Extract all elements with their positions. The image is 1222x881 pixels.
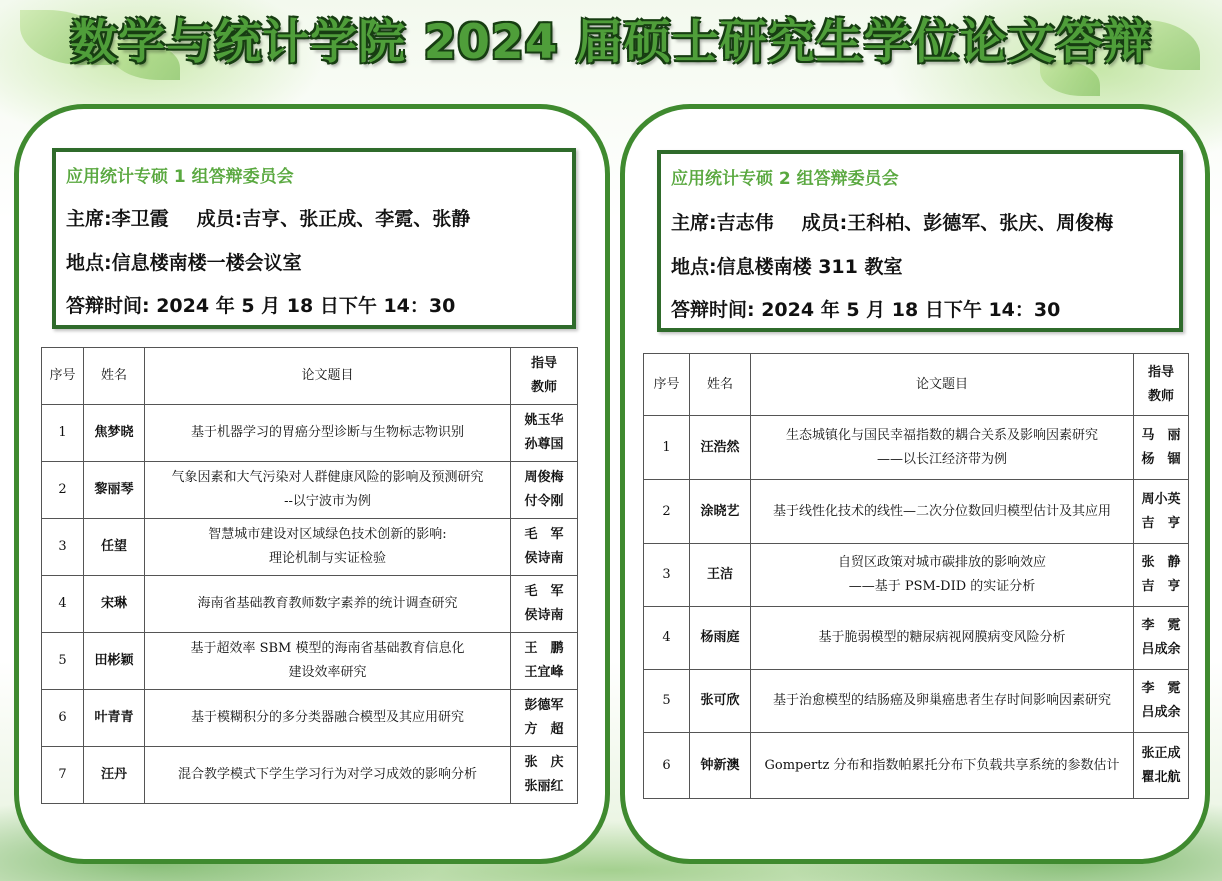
table-row xyxy=(644,544,1189,607)
advisor-names: 王 鹏 王宜峰 xyxy=(511,633,578,690)
row-no: 1 xyxy=(42,405,84,462)
student-name: 黎丽琴 xyxy=(84,462,145,519)
student-name: 任望 xyxy=(84,519,145,576)
advisor-names: 毛 军 侯诗南 xyxy=(511,519,578,576)
table-row xyxy=(644,607,1189,670)
thesis-title: 海南省基础教育教师数字素养的统计调查研究 xyxy=(145,576,511,633)
group-2-info-box xyxy=(657,150,1183,332)
defense-location: 地点:信息楼南楼 311 教室 xyxy=(671,256,903,278)
table-header-row xyxy=(644,354,1189,416)
row-no: 6 xyxy=(42,690,84,747)
table-row xyxy=(42,405,578,462)
defense-location: 地点:信息楼南楼一楼会议室 xyxy=(66,252,302,274)
group-2-roster-table xyxy=(643,353,1189,799)
defense-time: 答辩时间: 2024 年 5 月 18 日下午 14：30 xyxy=(671,299,1061,321)
header-advisor: 指导 教师 xyxy=(511,348,578,405)
table-row xyxy=(42,633,578,690)
row-no: 3 xyxy=(644,544,690,607)
table-header-row xyxy=(42,348,578,405)
table-row xyxy=(42,690,578,747)
student-name: 叶青青 xyxy=(84,690,145,747)
thesis-title: 生态城镇化与国民幸福指数的耦合关系及影响因素研究 ——以长江经济带为例 xyxy=(751,416,1134,480)
student-name: 张可欣 xyxy=(690,670,751,733)
defense-time: 答辩时间: 2024 年 5 月 18 日下午 14：30 xyxy=(66,295,456,317)
table-row xyxy=(644,480,1189,544)
student-name: 汪丹 xyxy=(84,747,145,804)
table-row xyxy=(644,416,1189,480)
thesis-title: Gompertz 分布和指数帕累托分布下负载共享系统的参数估计 xyxy=(751,733,1134,799)
thesis-title: 基于机器学习的胃癌分型诊断与生物标志物识别 xyxy=(145,405,511,462)
table-row xyxy=(42,519,578,576)
advisor-names: 张正成 瞿北航 xyxy=(1134,733,1189,799)
table-row xyxy=(644,733,1189,799)
header-thesis: 论文题目 xyxy=(751,354,1134,416)
advisor-names: 李 霓 吕成余 xyxy=(1134,670,1189,733)
header-name: 姓名 xyxy=(84,348,145,405)
committee-chair: 主席:吉志伟 xyxy=(671,212,774,234)
advisor-names: 张 庆 张丽红 xyxy=(511,747,578,804)
advisor-names: 彭德军 方 超 xyxy=(511,690,578,747)
advisor-names: 姚玉华 孙尊国 xyxy=(511,405,578,462)
student-name: 涂晓艺 xyxy=(690,480,751,544)
advisor-names: 周俊梅 付令刚 xyxy=(511,462,578,519)
committee-chair-members xyxy=(671,208,1113,235)
header-thesis: 论文题目 xyxy=(145,348,511,405)
student-name: 杨雨庭 xyxy=(690,607,751,670)
header-no: 序号 xyxy=(42,348,84,405)
table-row xyxy=(42,576,578,633)
page-title: 数学与统计学院 2024 届硕士研究生学位论文答辩 xyxy=(70,15,1152,70)
advisor-names: 张 静 吉 亨 xyxy=(1134,544,1189,607)
row-no: 5 xyxy=(644,670,690,733)
committee-name: 应用统计专硕 1 组答辩委员会 xyxy=(66,167,294,187)
advisor-names: 马 丽 杨 锢 xyxy=(1134,416,1189,480)
row-no: 1 xyxy=(644,416,690,480)
thesis-title: 自贸区政策对城市碳排放的影响效应 ——基于 PSM-DID 的实证分析 xyxy=(751,544,1134,607)
header-advisor: 指导 教师 xyxy=(1134,354,1189,416)
row-no: 4 xyxy=(644,607,690,670)
header-name: 姓名 xyxy=(690,354,751,416)
advisor-names: 毛 军 侯诗南 xyxy=(511,576,578,633)
row-no: 6 xyxy=(644,733,690,799)
table-row xyxy=(42,462,578,519)
group-1-info-box xyxy=(52,148,576,329)
thesis-title: 基于脆弱模型的糖尿病视网膜病变风险分析 xyxy=(751,607,1134,670)
row-no: 3 xyxy=(42,519,84,576)
student-name: 汪浩然 xyxy=(690,416,751,480)
header-no: 序号 xyxy=(644,354,690,416)
row-no: 2 xyxy=(644,480,690,544)
row-no: 7 xyxy=(42,747,84,804)
advisor-names: 周小英 吉 亨 xyxy=(1134,480,1189,544)
table-row xyxy=(644,670,1189,733)
thesis-title: 气象因素和大气污染对人群健康风险的影响及预测研究 --以宁波市为例 xyxy=(145,462,511,519)
row-no: 4 xyxy=(42,576,84,633)
table-row xyxy=(42,747,578,804)
committee-members: 成员:吉亨、张正成、李霓、张静 xyxy=(196,208,471,230)
group-1-roster-table xyxy=(41,347,578,804)
student-name: 田彬颖 xyxy=(84,633,145,690)
thesis-title: 基于模糊积分的多分类器融合模型及其应用研究 xyxy=(145,690,511,747)
advisor-names: 李 霓 吕成余 xyxy=(1134,607,1189,670)
thesis-title: 智慧城市建设对区域绿色技术创新的影响: 理论机制与实证检验 xyxy=(145,519,511,576)
row-no: 5 xyxy=(42,633,84,690)
student-name: 宋琳 xyxy=(84,576,145,633)
thesis-title: 基于超效率 SBM 模型的海南省基础教育信息化 建设效率研究 xyxy=(145,633,511,690)
student-name: 焦梦晓 xyxy=(84,405,145,462)
thesis-title: 基于治愈模型的结肠癌及卵巢癌患者生存时间影响因素研究 xyxy=(751,670,1134,733)
committee-name: 应用统计专硕 2 组答辩委员会 xyxy=(671,169,899,189)
committee-chair-members xyxy=(66,204,470,231)
committee-chair: 主席:李卫霞 xyxy=(66,208,169,230)
thesis-title: 基于线性化技术的线性—二次分位数回归模型估计及其应用 xyxy=(751,480,1134,544)
committee-members: 成员:王科柏、彭德军、张庆、周俊梅 xyxy=(801,212,1114,234)
thesis-title: 混合教学模式下学生学习行为对学习成效的影响分析 xyxy=(145,747,511,804)
row-no: 2 xyxy=(42,462,84,519)
student-name: 钟新澳 xyxy=(690,733,751,799)
student-name: 王洁 xyxy=(690,544,751,607)
